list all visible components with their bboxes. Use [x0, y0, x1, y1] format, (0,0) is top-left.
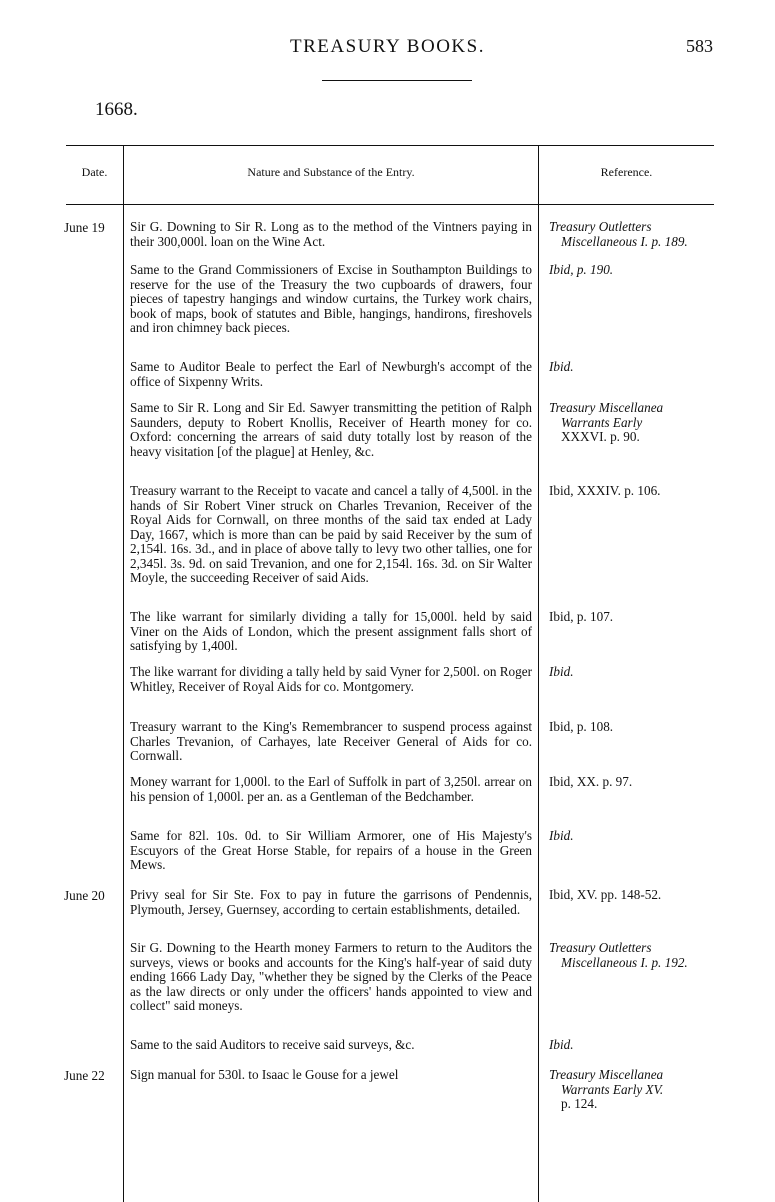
year-heading: 1668.: [95, 99, 138, 120]
entry-text: Same to the Grand Commissioners of Excise in Southampton Buildings to reserve for the use of the Treasury the two cupboards of drawers, four pieces of tapestry hangings and window curtains, the Turkey work chairs, book of maps, book of statutes and Bible, hangings, handirons, fireshovels and iron chimney back pieces.: [130, 262, 532, 335]
reference-line: Ibid.: [549, 828, 574, 843]
entry-text: Money warrant for 1,000l. to the Earl of Suffolk in part of 3,250l. arrear on his pension of 1,000l. per an. as a Gentleman of the Bedchamber.: [130, 774, 532, 804]
entry-text: Same to Sir R. Long and Sir Ed. Sawyer transmitting the petition of Ralph Saunders, deputy to Robert Knollis, Receiver of Hearth money for co. Oxford: concerning the arrears of said duty totally lost by reason of the heavy visitation [of the plague] at Henley, &c.: [130, 400, 532, 459]
reference-line: Ibid, XX. p. 97.: [549, 774, 633, 789]
column-divider-reference: [538, 145, 539, 1202]
reference-line: XXXVI. p. 90.: [561, 429, 640, 444]
table-header-rule: [66, 204, 714, 205]
reference-line: Ibid, XV. pp. 148-52.: [549, 887, 662, 902]
entry-reference: [549, 665, 729, 680]
running-title: TREASURY BOOKS.: [290, 36, 485, 57]
entry-text: Treasury warrant to the King's Remembrancer to suspend process against Charles Trevanion, of Carhayes, late Receiver General of Aids for co. Cornwall.: [130, 719, 532, 763]
reference-line: Ibid, p. 108.: [549, 719, 614, 734]
column-header-date: Date.: [81, 165, 108, 179]
entry-reference: [549, 484, 729, 499]
entry-text: Same for 82l. 10s. 0d. to Sir William Armorer, one of His Majesty's Escuyors of the Great Horse Stable, for repairs of a house in the Green Mews.: [130, 828, 532, 872]
table-top-rule: [66, 145, 714, 146]
reference-line: Ibid, XXXIV. p. 106.: [549, 483, 661, 498]
reference-line: Ibid, p. 107.: [549, 609, 614, 624]
reference-line: Ibid.: [549, 359, 574, 374]
column-divider-date: [123, 145, 124, 1202]
entry-text: Sir G. Downing to Sir R. Long as to the method of the Vintners paying in their 300,000l. loan on the Wine Act.: [130, 219, 532, 249]
reference-line: Warrants Early XV.: [561, 1081, 664, 1097]
reference-line: Treasury Miscellanea: [549, 400, 664, 415]
reference-line: Ibid, p. 190.: [549, 262, 614, 277]
entry-reference: [549, 888, 729, 903]
entry-date: June 19: [64, 220, 105, 235]
column-header-nature: Nature and Substance of the Entry.: [247, 165, 415, 179]
entry-reference: [549, 941, 729, 970]
entry-reference: [549, 610, 729, 625]
entry-text: The like warrant for similarly dividing a tally for 15,000l. held by said Viner on the Aids of London, which the present assignment falls short of satisfying by 1,400l.: [130, 609, 532, 653]
reference-line: Miscellaneous I. p. 192.: [561, 954, 688, 970]
reference-line: Treasury Outletters: [549, 940, 652, 955]
entry-reference: [549, 360, 729, 375]
entry-date: June 22: [64, 1068, 105, 1083]
entry-reference: [549, 775, 729, 790]
entry-reference: [549, 220, 729, 249]
entry-reference: [549, 829, 729, 844]
entry-text: Sign manual for 530l. to Isaac le Gouse for a jewel: [130, 1067, 399, 1082]
reference-line: Warrants Early: [561, 414, 643, 430]
reference-line: Treasury Outletters: [549, 219, 652, 234]
column-header-reference: Reference.: [600, 165, 653, 179]
entry-reference: [549, 401, 729, 445]
entry-reference: [549, 720, 729, 735]
entry-reference: [549, 1068, 729, 1112]
entry-text: Same to the said Auditors to receive said surveys, &c.: [130, 1037, 415, 1052]
entry-text: Same to Auditor Beale to perfect the Earl of Newburgh's accompt of the office of Sixpenny Writs.: [130, 359, 532, 389]
entry-text: The like warrant for dividing a tally held by said Vyner for 2,500l. on Roger Whitley, Receiver of Royal Aids for co. Montgomery.: [130, 664, 532, 694]
entry-reference: [549, 263, 729, 278]
entry-text: Privy seal for Sir Ste. Fox to pay in future the garrisons of Pendennis, Plymouth, Jersey, Guernsey, according to certain establishments, detailed.: [130, 887, 532, 917]
entry-text: Treasury warrant to the Receipt to vacate and cancel a tally of 4,500l. in the hands of Sir Robert Viner struck on Charles Trevanion, Receiver of the Royal Aids for Cornwall, on three months of the said tax ended at Lady Day, 1667, which is more than can be paid by said Receiver by the sum of 2,154l. 16s. 3d., and in place of above tally to levy two other tallies, one for 2,345l. 3s. 9d. on said Trevanion, and one for 2,154l. 16s. 3d. on Sir Walter Moyle, the succeeding Receiver of said Aids.: [130, 483, 532, 585]
page-number: 583: [686, 36, 713, 56]
entry-date: June 20: [64, 888, 105, 903]
reference-line: Ibid.: [549, 1037, 574, 1052]
reference-line: Miscellaneous I. p. 189.: [561, 233, 688, 249]
reference-line: Treasury Miscellanea: [549, 1067, 664, 1082]
entry-reference: [549, 1038, 729, 1053]
reference-line: Ibid.: [549, 664, 574, 679]
entry-text: Sir G. Downing to the Hearth money Farmers to return to the Auditors the surveys, views or books and accounts for the King's half-year of said duty ending 1666 Lady Day, "whether they be signed by the Clerks of the Peace as the law directs or only under the officers' hands appointed to view and collect" said moneys.: [130, 940, 532, 1013]
reference-line: p. 124.: [561, 1096, 598, 1111]
header-rule: [322, 80, 472, 81]
